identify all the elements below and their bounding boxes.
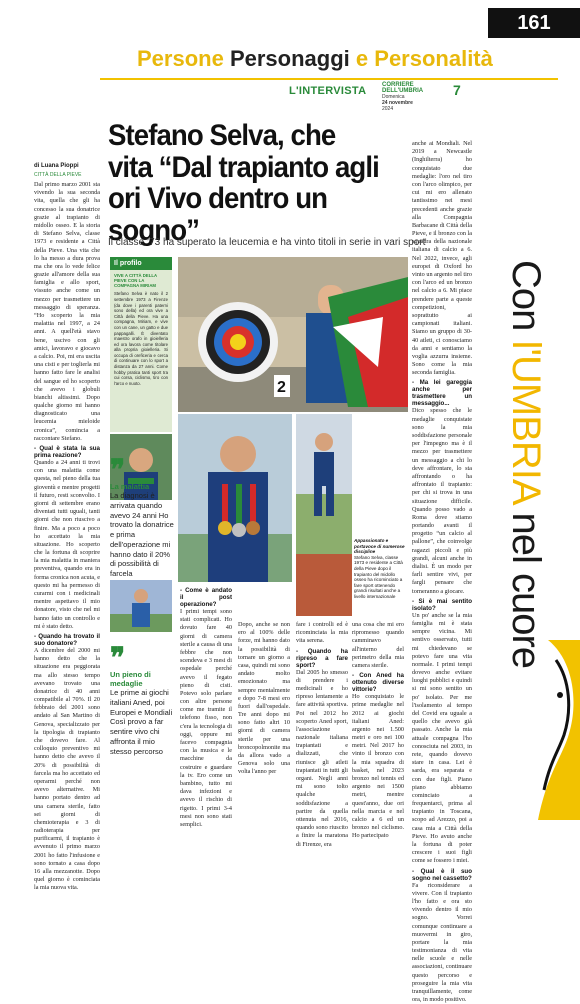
- page-number: 161: [488, 8, 580, 38]
- decorative-portrait-image: [478, 640, 580, 820]
- article-column-1: [34, 181, 100, 892]
- photo-caption: [354, 538, 406, 600]
- paragraph: fare i controlli ed è ricominciata la mia vita serena.: [296, 621, 348, 645]
- subtitle: Il classe ’73 ha superato la leucemia e ha vinto titoli in serie in vari sport: [108, 237, 426, 248]
- question: - Quando ha ripreso a fare sport?: [296, 647, 348, 669]
- issue-number: 7: [453, 82, 461, 98]
- paragraph: Un po' anche se la mia famiglia mi è stata sempre vicina. Mi sentivo osservato, tutti mi chiedevano se potevo fare una vita normale. I primi tempi dovevo anche evitare luoghi pubblici e quindi si mi sono sentito un po' isolato. Per me l'isolamento al tempo del Covid era uguale a quello che avevo già passato. Anche la mia attuale compagna l'ho conosciuta nel 2003, in rete, quando dovevo stare in casa. Lei è sarda, era separata e con due figli. Piano piano abbiamo cominciato a frequentarci, prima al trapianto in Toscana, scopo ad Arezzo, poi a casa mia a Città della Pieve. Ho avuto anche la fortuna di poter crescere i suoi figli come se fossero i miei.: [412, 611, 472, 865]
- question: - Si è mai sentito isolato?: [412, 597, 472, 612]
- quote-body: La diagnosi è arrivata quando avevo 24 anni Ho trovato la donatrice e prima dell'operazione mi hanno dato il 20% di possibilità di farcela: [110, 491, 174, 578]
- section-word-1: Persone: [137, 46, 224, 71]
- banner-word-umbria: l'UMBRIA: [504, 340, 548, 503]
- masthead-logo: [382, 82, 442, 112]
- paragraph: Dopo, anche se non ero al 100% delle forze, mi hanno dato la possibilità di tornare un giorno a casa, quindi mi sono andato molto emozionato ma sempre mentalmente e dopo 7-8 mesi ero fuori dall'ospedale. Tre anni dopo mi sono fatto altri 10 giorni di camera sterile per una broncopolmonite ma da allora vado a Genova solo una volta l'anno per: [238, 621, 290, 776]
- article-column-4: [296, 621, 348, 848]
- section-conj: e: [355, 46, 369, 71]
- question: - Qual è il suo sogno nel cassetto?: [412, 867, 472, 882]
- paragraph: Fa riconsiderare a vivere. Con il trapianto l'ho fatto e ora sto vivendo dentro il mio sogno. Vorrei comunque continuare a muovermi in giro, portare la mia testimonianza di vita nelle scuole e nelle associazioni, continuare questo percorso e proseguire la mia vita tranquillamente, come ora, in modo positivo.: [412, 881, 472, 1004]
- kicker: L'INTERVISTA: [289, 85, 367, 97]
- article-column-5: [352, 621, 404, 840]
- photo-medals-image: [178, 414, 292, 582]
- quote-mark-icon: ❞: [110, 455, 126, 486]
- question: - Ma lei gareggia anche per trasmettere un messaggio...: [412, 379, 472, 408]
- photo-archery: [178, 257, 408, 412]
- photo-running-image: [296, 414, 352, 616]
- question: - Come è andato il post operazione?: [180, 587, 232, 608]
- profile-text: Stefano Selva è nato il 2 settembre 1973 a Firenze (da dove i parenti paterni sono della) ed ora vive a Città della Pieve. Ha una compagna, Miriam, e vive con un cane, un gatto e due pappagalli. È diventato maestro orafo in gioielleria ed ora lavora come titolare alla propria gioielleria. Si occupa di oreficeria e cerca di continuare con lo sport a distanza da 27 anni. Come hobby pratica tanti sport tra cui corsa, ciclismo, tiro con l'arco e nuoto.: [114, 291, 168, 386]
- masthead-day: Domenica: [382, 94, 405, 100]
- vertical-banner-text: [503, 260, 548, 668]
- photo-medals: [178, 414, 292, 582]
- section-rule: [100, 78, 558, 80]
- decorative-portrait: [478, 640, 580, 820]
- masthead-year: 2024: [382, 106, 394, 112]
- quote-heading: La malattia: [110, 482, 150, 491]
- paragraph: anche ai Mondiali. Nel 2019 a Newcastle (Inghilterra) ho conquistato due medaglie: l'oro nel tiro con l'arco olimpico, per cui mi ero allenato tantissimo nei mesi precedenti anche grazie alla Compagnia Barbacane di Città della Pieve, e il bronzo con la squadra della nazionale italiana di calcio a 6. Nel 2022, invece, agli europei di Oxford ho vinto un argento nel tiro con l'arco ed un bronzo nel calcio a 6. Mi piace prendere parte a queste competizioni, soprattutto ai campionati italiani. Siamo un gruppo di 30-40 atleti, ci conosciamo da anni e sentiamo la voglia azzurra insieme. Sono come la mia seconda famiglia.: [412, 140, 472, 377]
- photo-archery-image: [178, 257, 408, 412]
- profile-header: Il profilo: [110, 257, 172, 270]
- question: - Quando ha trovato il suo donatore?: [34, 632, 100, 647]
- profile-subheader: VIVE A CITTÀ DELLA PIEVE CON LA COMPAGNA MIRIAM: [114, 273, 157, 289]
- paragraph: A dicembre del 2000 mi hanno detto che la situazione era peggiorata ma allo stesso tempo avevano trovato una donatrice di 40 anni compatibile al 70%. Il 20 febbraio del 2001 sono andato al San Martino di Genova, specializzato per la tipologia di trapianto che dovevo fare. Al colloquio preventivo mi hanno detto che avevo il 20% di possibilità di farcela ma ho accettato ed operarmi perché non avevo alternative. Mi hanno portato dentro ad una camera sterile, fatto sei giorni di chemioterapia e 3 di radioterapia per purificarmi, il trapianto è avvenuto il primo marzo 2001 ho fatto l'infusione e sono tornato a casa dopo 16 alla mezzanotte. Dopo quel giorno è cominciata la mia nuova vita.: [34, 646, 100, 892]
- pull-quote-medals: [110, 643, 176, 756]
- banner-word-cuore: nel cuore: [504, 502, 548, 669]
- paragraph: Quando a 24 anni ti trovi con una malattia come questa, nel pieno della tua gioventù e mentre progetti il futuro, resti sconvolto. I giorni di settembre erano diventati tutti uguali, tanti giorni che non riuscivo a finire. Ma a poco a poco ho accettato la mia situazione. Ho scoperto che la fortuna di scoprire la mia malattia in maniera preventiva, quando era in forma cronica non acuta, e questo mi ha permesso di curarmi con i medicinali mentre aspettavo il mio donatore, visto che nel mi hanno fatto un controllo e mi è stato detto.: [34, 459, 100, 630]
- quote-heading: Un pieno di medaglie: [110, 670, 151, 688]
- photo-team: [110, 580, 172, 632]
- photo-team-image: [110, 580, 172, 632]
- banner-word-con: Con: [504, 260, 548, 341]
- pull-quote-illness: [110, 455, 176, 579]
- caption-bold: Appassionato e portavoce di numerose discipline: [354, 538, 405, 555]
- question: - Qual è stata la sua prima reazione?: [34, 445, 100, 459]
- section-header: [137, 46, 493, 72]
- section-word-3: Personalità: [374, 46, 493, 71]
- masthead-date: 24 novembre: [382, 100, 413, 106]
- question: - Con Aned ha ottenuto diverse vittorie?: [352, 672, 404, 694]
- headline: Stefano Selva, che vita “Dal trapianto agli ori Vivo dentro un sogno”: [108, 119, 379, 247]
- photo-running: [296, 414, 352, 616]
- section-word-2: Personaggi: [229, 46, 350, 71]
- dateline-place: CITTÀ DELLA PIEVE: [34, 172, 82, 178]
- author: di Luana Pioppi: [34, 163, 79, 169]
- paragraph: una cosa che mi ero ripromesso quando camminavo all'interno del perimetro della mia camera sterile.: [352, 621, 404, 669]
- paragraph: I primi tempi sono stati complicati. Ho dovuto fare 40 giorni di camera sterile a causa di una febbre che non scendeva e 3 mesi di ospedale perché avevo il fegato pieno di cisti. Potevo solo parlare con altre persone come me tramite il telefono fisso, non c'era la tecnologia di oggi, oppure mi facevo compagnia con la musica e le macchine da costruire e guardare la tv. Ero come un bambino, tutto mi dava infezioni e avevo il rischio di rigetto. I primi 3-4 mesi non sono stati semplici.: [180, 608, 232, 828]
- article-column-6: [412, 140, 472, 1004]
- paragraph: Dico spesso che le medaglie conquistate sono la mia soddisfazione personale per l'impegno ma è il mezzo per trasmettere un messaggio a chi lo deve affrontare, lo sta affrontando o ha affrontato il trapianto: per chi si trova in una situazione difficile. Quando posso vado a Roma dove stiamo portando avanti il progetto “un calcio al pallone”, che coinvolge ragazzi piccoli e più grandi, alcuni anche in dialisi. È un modo per farli sentire vivi, per fargli pensare che torneranno a giocare.: [412, 407, 472, 595]
- article-column-2: [180, 587, 232, 828]
- masthead-name: CORRIERE DELL'UMBRIA: [382, 82, 424, 94]
- paragraph: Dal primo marzo 2001 sta vivendo la sua seconda vita, quella che gli ha concesso la sua donatrice grazie al trapianto di midollo osseo. E la storia di Stefano Selva, classe 1973 e residente a Città della Pieve. Una vita che lo ha messo a dura prova ma che ora lo vede felice grazie all'amore della sua famiglia e allo sport, vissuto anche come un mezzo per trasmettere un messaggio di speranza. “Ho scoperto la mia malattia nel 1997, a 24 anni. A quell'età stavo bene, uscivo con gli amici, lavoravo e giocavo a calcio. Poi, mi era uscita una cisti e per toglierla mi hanno fatto fare le analisi del sangue ed ho scoperto che avevo i globuli bianchi altissimi. Dopo qualche giorno mi hanno diagnosticato una leucemia mieloide cronica”, comincia a raccontare Stefano.: [34, 181, 100, 442]
- paragraph: Dal 2005 ho smesso di prendere i medicinali e ho ripreso lentamente a fare attività sportiva. Poi nel 2012 ho scoperto Aned sport, l'associazione nazionale italiana trapiantati e dializzati, che riunisce gli atleti trapiantati in tutti gli organi. Negli anni mi sono tolto qualche soddisfazione a partire da quella ottenuta nel 2016, quando sono riuscito a finire la maratona di Firenze, era: [296, 668, 348, 848]
- paragraph: Ho conquistato le prime medaglie nel 2012 ai giochi italiani Aned: argento nei 1.500 metri e oro nei 100 metri. Nel 2017 ho vinto il bronzo con la mia squadra di basket, nel 2023 bronzo nel tennis ed argento nei 1500 metri, mentre quest'anno, due ori nella marcia e nel calcio a 6 ed un bronzo nel ciclismo. Ho partecipato: [352, 693, 404, 840]
- svg-text:2: 2: [277, 379, 286, 396]
- profile-box: [110, 257, 172, 432]
- quote-mark-icon: ❞: [110, 643, 126, 674]
- quote-body: Le prime ai giochi italiani Aned, poi Europei e Mondiali Così provo a far sentire vivo chi affronta il mio stesso percorso: [110, 688, 173, 756]
- caption-text: Stefano Selva, classe 1973 e residente a Città della Pieve dopo il trapianto del midollo osseo ha ricominciato a fare sport ottenendo grandi risultati anche a livello internazionale: [354, 554, 403, 599]
- article-column-3: [238, 621, 290, 787]
